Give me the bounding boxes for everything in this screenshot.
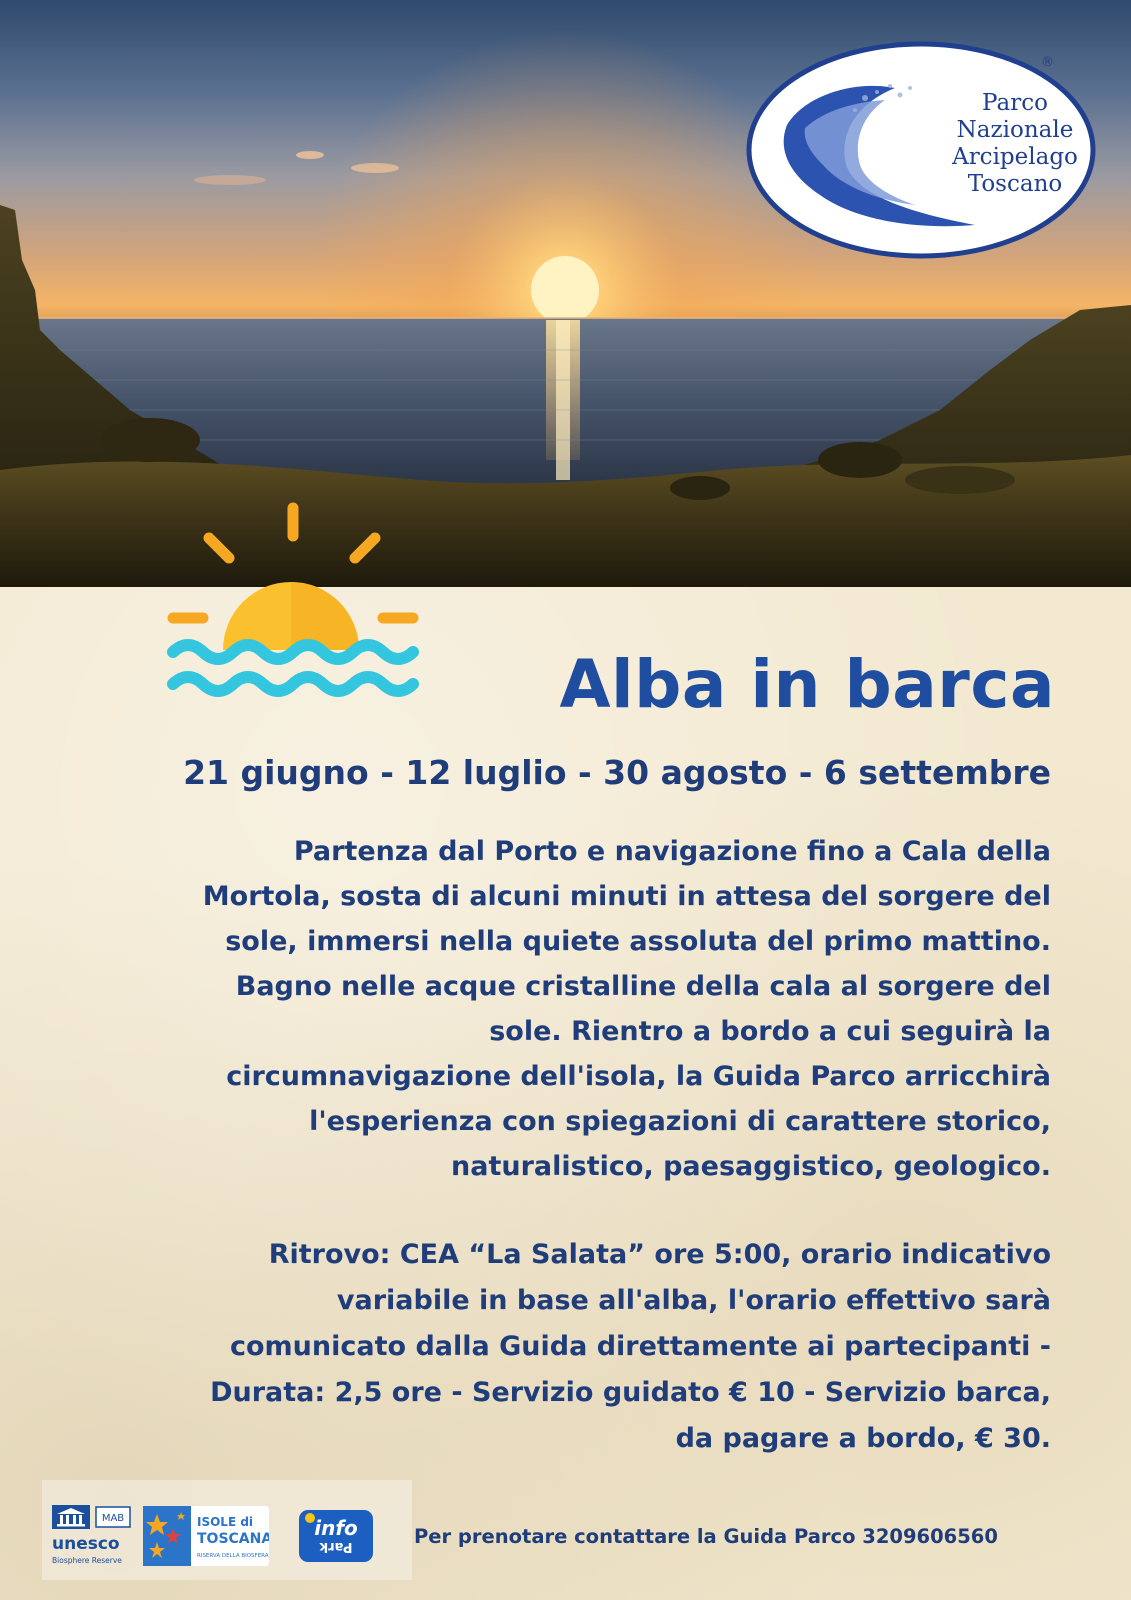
logo-wordmark	[929, 90, 1101, 198]
logo-line: Nazionale	[956, 117, 1074, 143]
event-description	[91, 829, 1051, 1189]
infopark-line1: info	[314, 1516, 358, 1540]
sun-over-waves-icon	[165, 500, 425, 720]
logo-line: Arcipelago	[952, 144, 1078, 170]
description-line: sole. Rientro a bordo a cui seguirà la	[489, 1016, 1051, 1047]
meeting-line: Durata: 2,5 ore - Servizio guidato € 10 - Servizio barca,	[210, 1377, 1051, 1408]
meeting-line: comunicato dalla Guida direttamente ai partecipanti -	[229, 1331, 1051, 1362]
description-line: naturalistico, paesaggistico, geologico.	[451, 1151, 1051, 1182]
booking-contact: Per prenotare contattare la Guida Parco 3209606560	[414, 1525, 998, 1548]
park-logo	[745, 40, 1101, 262]
meeting-line: variabile in base all'alba, l'orario effettivo sarà	[336, 1285, 1051, 1316]
isole-line1: ISOLE di	[197, 1515, 254, 1529]
registered-mark: ®	[1041, 55, 1054, 70]
description-line: circumnavigazione dell'isola, la Guida Parco arricchirà	[226, 1061, 1051, 1092]
isole-di-toscana-logo	[143, 1506, 269, 1566]
logo-line: Parco	[982, 90, 1048, 116]
mab-label: MAB	[101, 1513, 125, 1524]
description-line: Partenza dal Porto e navigazione fino a Cala della	[293, 836, 1051, 867]
event-title: Alba in barca	[559, 646, 1055, 723]
isole-line2: TOSCANA	[197, 1531, 269, 1547]
unesco-logo	[52, 1505, 134, 1567]
meeting-line: Ritrovo: CEA “La Salata” ore 5:00, orario indicativo	[268, 1239, 1051, 1270]
description-line: sole, immersi nella quiete assoluta del primo mattino.	[225, 926, 1051, 957]
unesco-label: unesco	[52, 1534, 120, 1554]
unesco-sub: Biosphere Reserve	[52, 1556, 122, 1565]
description-line: l'esperienza con spiegazioni di carattere storico,	[309, 1106, 1051, 1137]
description-line: Bagno nelle acque cristalline della cala al sorgere del	[235, 971, 1051, 1002]
description-line: Mortola, sosta di alcuni minuti in attesa del sorgere del	[202, 881, 1051, 912]
info-park-logo	[297, 1508, 375, 1564]
meeting-info	[61, 1232, 1051, 1462]
event-dates: 21 giugno - 12 luglio - 30 agosto - 6 settembre	[183, 753, 1051, 792]
infopark-line2: Park	[319, 1539, 353, 1554]
sunrise-photo	[0, 0, 1131, 587]
isole-sub: RISERVA DELLA BIOSFERA	[197, 1553, 269, 1559]
logo-line: Toscano	[967, 171, 1063, 197]
meeting-line: da pagare a bordo, € 30.	[675, 1423, 1051, 1454]
